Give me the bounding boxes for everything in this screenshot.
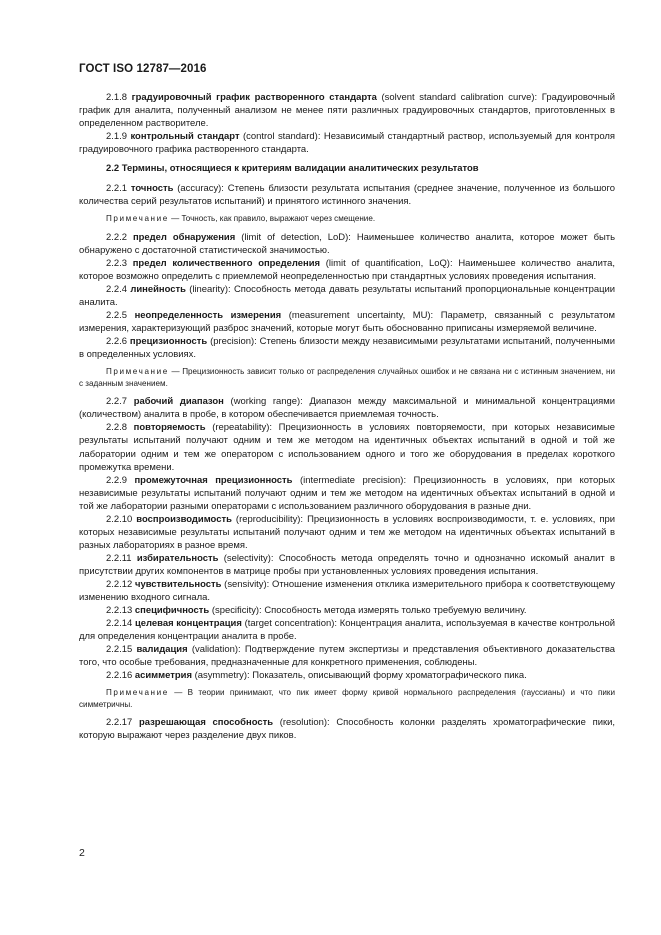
note-label: Примечание [106,367,169,377]
term-english: (resolution): [279,717,330,729]
term-name: предел количественного определения [132,257,321,269]
term-name: градуировочный график растворенного стандарта [131,92,377,103]
clause-number: 2.2.16 [106,670,133,682]
term-name: контрольный стандарт [130,131,240,143]
definition-text: Подтверждение путем экспертизы и представления объективного доказательства того, что особые требования, предназначенные для конкретного применения, соблюдены. [79,644,616,669]
note-text: — Точность, как правило, выражают через смещение. [171,214,376,224]
term-name: промежуточная прецизионность [134,474,293,486]
definition-paragraph [79,91,615,130]
definition-text: Показатель, описывающий форму хроматографического пика. [252,670,527,682]
definition-paragraph [79,182,615,208]
term-english: (solvent standard calibration curve): [381,92,538,103]
term-english: (target concentration): [244,618,338,630]
term-english: (accuracy): [177,183,224,195]
term-english: (intermediate precision): [299,474,407,486]
clause-number: 2.2.11 [106,552,132,564]
definition-text: Диапазон между максимальной и минимальной концентрациями (количеством) аналита в пробе, в котором обеспечивается приемлемая точность. [79,396,616,421]
term-english: (precision): [210,336,257,348]
term-english: (limit of detection, LoD): [241,231,351,243]
term-name: разрешающая способность [138,717,274,729]
term-name: линейность [130,284,186,296]
clause-number: 2.2.5 [106,310,127,322]
term-name: чувствительность [134,579,222,590]
term-name: специфичность [134,605,210,617]
clause-number: 2.1.8 [106,92,127,103]
definition-text: Способность метода определять точно и однозначно искомый аналит в присутствии других компонентов в матрице пробы при установленных условиях проведения испытания. [79,552,616,577]
clause-number: 2.2.10 [106,513,133,525]
note-paragraph [79,366,615,389]
definition-paragraph [79,231,615,257]
definition-paragraph [79,474,615,513]
term-english: (repeatability): [212,422,272,434]
note-label: Примечание [106,214,169,224]
definition-text: Степень близости результата испытания (среднее значение, полученное из большого количества серий результатов испытаний) и принятого истинного значения. [79,183,615,208]
term-name: валидация [136,644,188,656]
clause-number: 2.2.1 [106,183,127,195]
term-english: (working range): [230,396,303,408]
term-english: (selectivity): [223,552,274,564]
definition-paragraph [79,130,615,156]
definition-paragraph [79,513,615,552]
note-label: Примечание [106,688,169,698]
definition-text: Градуировочный график для аналита, полученный анализом не менее пяти различных градуировочных стандартов, приготовленных в определенном растворителе. [79,92,615,130]
clause-number: 2.2.4 [106,284,127,296]
clause-number: 2.2.7 [106,396,127,408]
section-heading: 2.2 Термины, относящиеся к критериям валидации аналитических результатов [106,163,479,175]
term-english: (measurement uncertainty, MU): [288,310,434,322]
definition-text: Способность колонки разделять хроматографические пики, которую выражают через разделение двух пиков. [79,717,615,742]
note-text: — Прецизионность зависит только от распределения случайных ошибок и не связана ни с истинным значением, ни с заданным значением. [79,367,615,388]
term-name: рабочий диапазон [133,396,224,408]
clause-number: 2.2.15 [106,644,133,656]
definition-text: Наименьшее количество аналита, которое может быть обнаружено с достаточной статистической значимостью. [79,231,616,256]
term-name: целевая концентрация [134,618,242,630]
document-body [79,91,615,742]
term-name: точность [130,183,174,195]
definition-text: Наименьшее количество аналита, которое возможно определить с приемлемой неопределенностью при стандартных условиях проведения испытания. [79,257,616,283]
definition-text: Прецизионность в условиях, при которых независимые результаты испытаний получают одним и тем же методом на идентичных объектах испытаний в одной и той же лаборатории разными операторами с использованием различного оборудования в разные дни. [79,474,615,512]
term-name: избирательность [136,552,219,564]
term-name: асимметрия [134,670,192,682]
clause-number: 2.2.12 [106,579,133,590]
definition-text: Независимый стандартный раствор, используемый для контроля градуировочного графика растворенного стандарта. [79,131,615,156]
definition-paragraph [79,604,615,617]
definition-paragraph [79,578,615,604]
term-name: воспроизводимость [136,513,232,525]
term-english: (linearity): [189,284,231,296]
term-english: (validation): [191,644,241,656]
clause-number: 2.2.3 [106,257,127,269]
definition-text: Параметр, связанный с результатом измерения, характеризующий разброс значений, которые могут быть обоснованно приписаны измеряемой величине. [79,310,615,335]
term-name: прецизионность [129,336,208,348]
clause-number: 2.2.8 [106,422,127,434]
term-english: (limit of quantification, LoQ): [325,257,453,269]
document-header: ГОСТ ISO 12787—2016 [79,63,207,75]
clause-number: 2.2.2 [106,231,127,243]
term-english: (specificity): [211,605,262,617]
page-number: 2 [79,847,85,859]
definition-text: Способность метода измерять только требуемую величину. [264,605,527,617]
definition-paragraph [79,643,615,669]
definition-text: Концентрация аналита, используемая в качестве контрольной для определения концентрации аналита в пробе. [79,618,616,643]
clause-number: 2.2.9 [106,474,127,486]
definition-paragraph [79,716,615,742]
definition-paragraph [79,669,615,682]
clause-number: 2.2.17 [106,717,133,729]
definition-text: Степень близости между независимыми результатами испытаний, полученными в определенных условиях. [79,336,616,361]
definition-paragraph [79,335,615,361]
definition-paragraph [79,395,615,421]
definition-text: Прецизионность в условиях воспроизводимости, т. е. условиях, при которых независимые результаты испытаний получают одним и тем же методом на идентичных объектах испытаний в разных лабораториях в разное время. [79,513,615,551]
definition-paragraph [79,552,615,578]
term-name: неопределенность измерения [134,310,282,322]
term-english: (asymmetry): [194,670,250,682]
clause-number: 2.2.13 [106,605,133,617]
note-paragraph [79,213,615,225]
definition-text: Отношение изменения отклика измерительного прибора к соответствующему изменению входного сигнала. [79,579,616,604]
definition-paragraph [79,257,615,283]
definition-text: Прецизионность в условиях повторяемости, при которых независимые результаты испытаний получают одним и тем же методом на идентичных объектах испытаний в одной и той же лаборатории одним и тем же оператором с использованием одного и того же оборудования в пределах короткого промежутка времени. [79,422,615,473]
definition-paragraph [79,617,615,643]
definition-paragraph [79,283,615,309]
clause-number: 2.2.14 [106,618,133,630]
note-paragraph [79,687,615,710]
term-english: (sensivity): [224,579,270,590]
term-name: предел обнаружения [132,231,236,243]
term-name: повторяемость [133,422,206,434]
term-english: (control standard): [243,131,321,143]
term-english: (reproducibility): [235,513,304,525]
definition-text: Способность метода давать результаты испытаний пропорциональные концентрации аналита. [79,284,616,309]
clause-number: 2.1.9 [106,131,127,143]
definition-paragraph [79,309,615,335]
definition-paragraph [79,421,615,473]
note-text: — В теории принимают, что пик имеет форму кривой нормального распределения (гауссианы) и что пики симметричны. [79,688,615,709]
clause-number: 2.2.6 [106,336,127,348]
